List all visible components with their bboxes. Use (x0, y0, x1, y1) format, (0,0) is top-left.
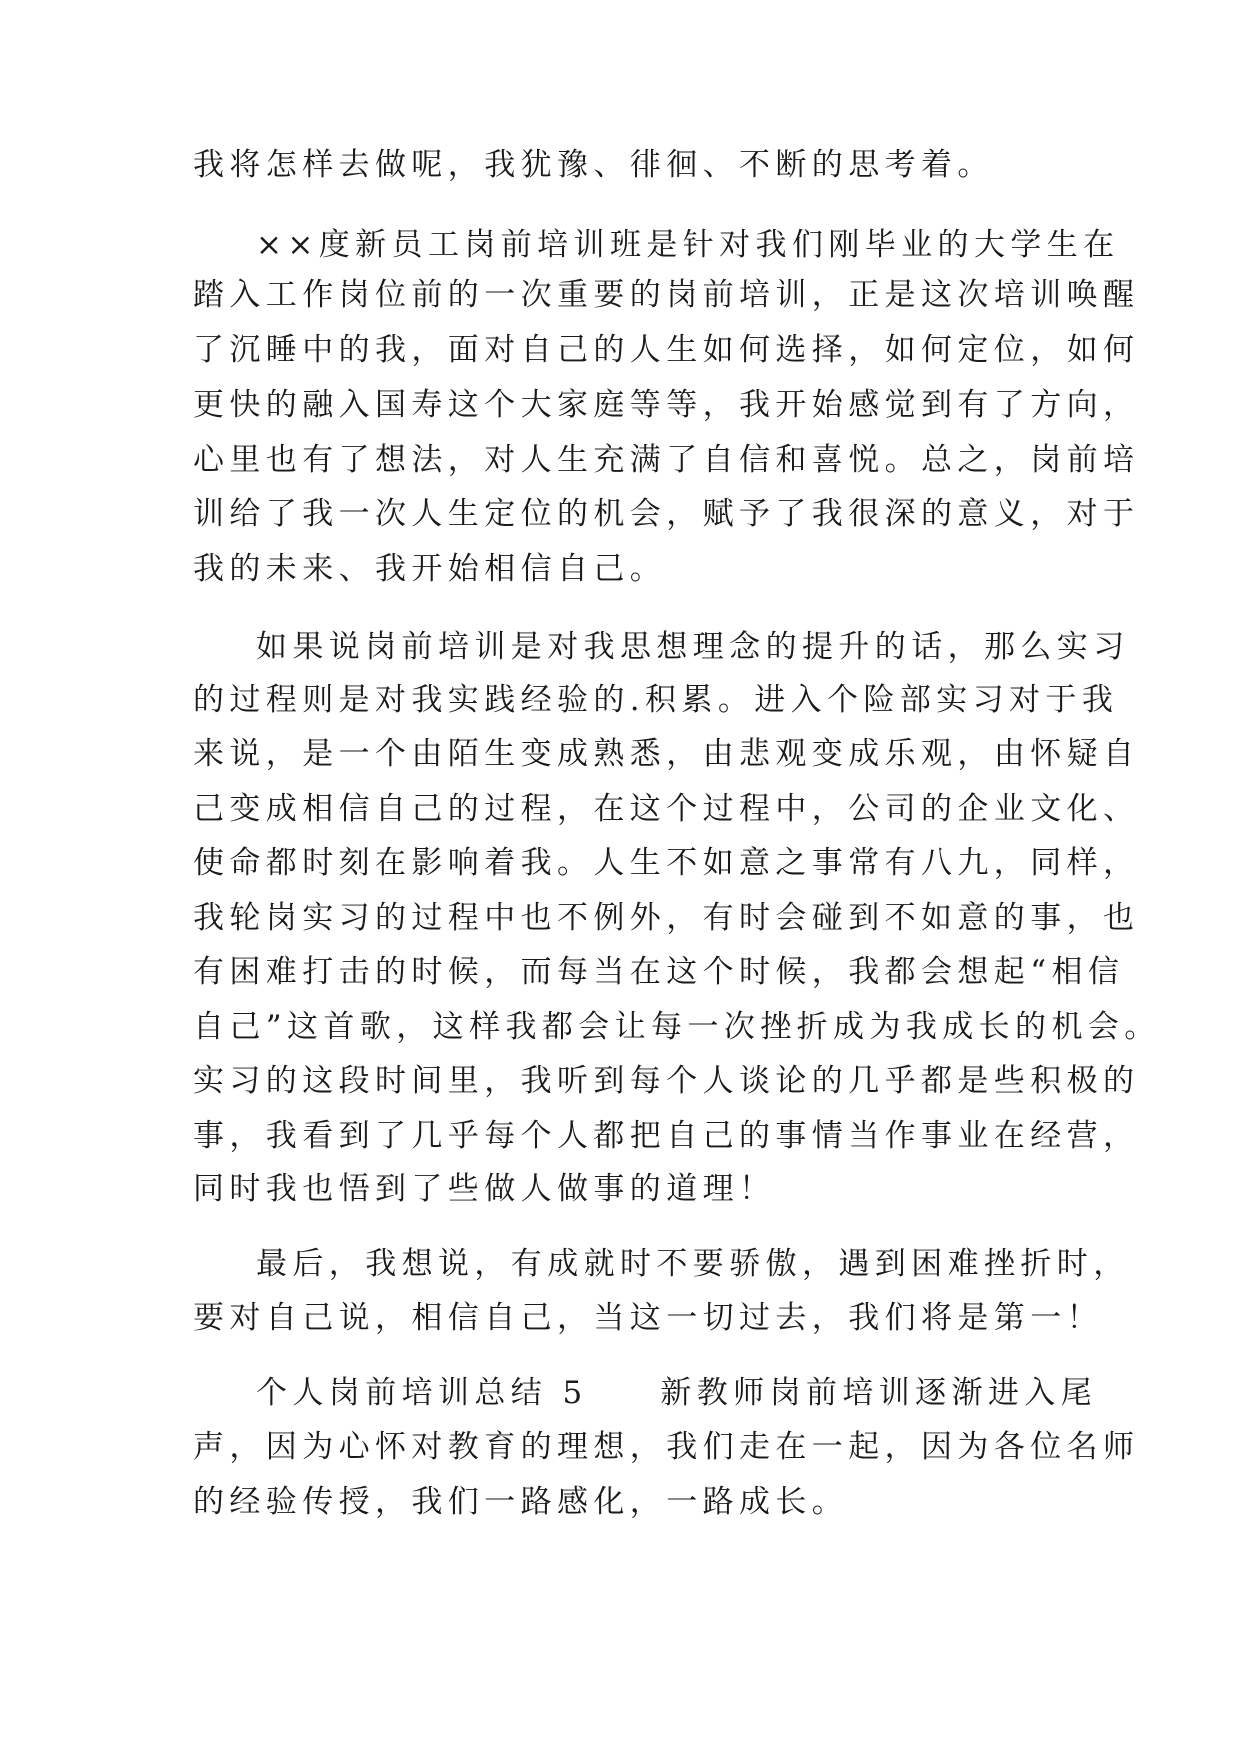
text-line: 有困难打击的时候，而每当在这个时候，我都会想起“相信 (193, 954, 1125, 990)
text-line: 事，我看到了几乎每个人都把自己的事情当作事业在经营， (193, 1118, 1140, 1154)
text-line: 来说，是一个由陌生变成熟悉，由悲观变成乐观，由怀疑自 (193, 736, 1140, 772)
text-line: 要对自己说，相信自己，当这一切过去，我们将是第一！ (193, 1300, 1103, 1336)
text-line: 最后，我想说，有成就时不要骄傲，遇到困难挫折时， (256, 1246, 1130, 1282)
text-line: 的过程则是对我实践经验的.积累。进入个险部实习对于我 (193, 682, 1119, 718)
text-line: 己变成相信自己的过程，在这个过程中，公司的企业文化、 (193, 791, 1140, 827)
text-line: 训给了我一次人生定位的机会，赋予了我很深的意义，对于 (193, 496, 1140, 532)
text-line: 个人岗前培训总结 5 新教师岗前培训逐渐进入尾 (256, 1375, 1098, 1411)
text-line: 的经验传授，我们一路感化，一路成长。 (193, 1484, 849, 1520)
text-line: 自己”这首歌，这样我都会让每一次挫折成为我成长的机会。 (193, 1009, 1161, 1045)
text-line: 声，因为心怀对教育的理想，我们走在一起，因为各位名师 (193, 1429, 1140, 1465)
text-line: 如果说岗前培训是对我思想理念的提升的话，那么实习 (256, 629, 1130, 665)
text-line: 我轮岗实习的过程中也不例外，有时会碰到不如意的事，也 (193, 900, 1140, 936)
text-line: 踏入工作岗位前的一次重要的岗前培训，正是这次培训唤醒 (193, 277, 1140, 313)
text-line: 心里也有了想法，对人生充满了自信和喜悦。总之，岗前培 (193, 442, 1140, 478)
text-line: 了沉睡中的我，面对自己的人生如何选择，如何定位，如何 (193, 332, 1140, 368)
text-line: 实习的这段时间里，我听到每个人谈论的几乎都是些积极的 (193, 1063, 1140, 1099)
text-line: 我的未来、我开始相信自己。 (193, 551, 667, 587)
text-line: 同时我也悟到了些做人做事的道理！ (193, 1171, 776, 1207)
text-line: 使命都时刻在影响着我。人生不如意之事常有八九，同样， (193, 845, 1140, 881)
text-line: 更快的融入国寿这个大家庭等等，我开始感觉到有了方向， (193, 387, 1140, 423)
text-line: 我将怎样去做呢，我犹豫、徘徊、不断的思考着。 (193, 147, 994, 183)
text-line: ××度新员工岗前培训班是针对我们刚毕业的大学生在 (256, 227, 1120, 263)
